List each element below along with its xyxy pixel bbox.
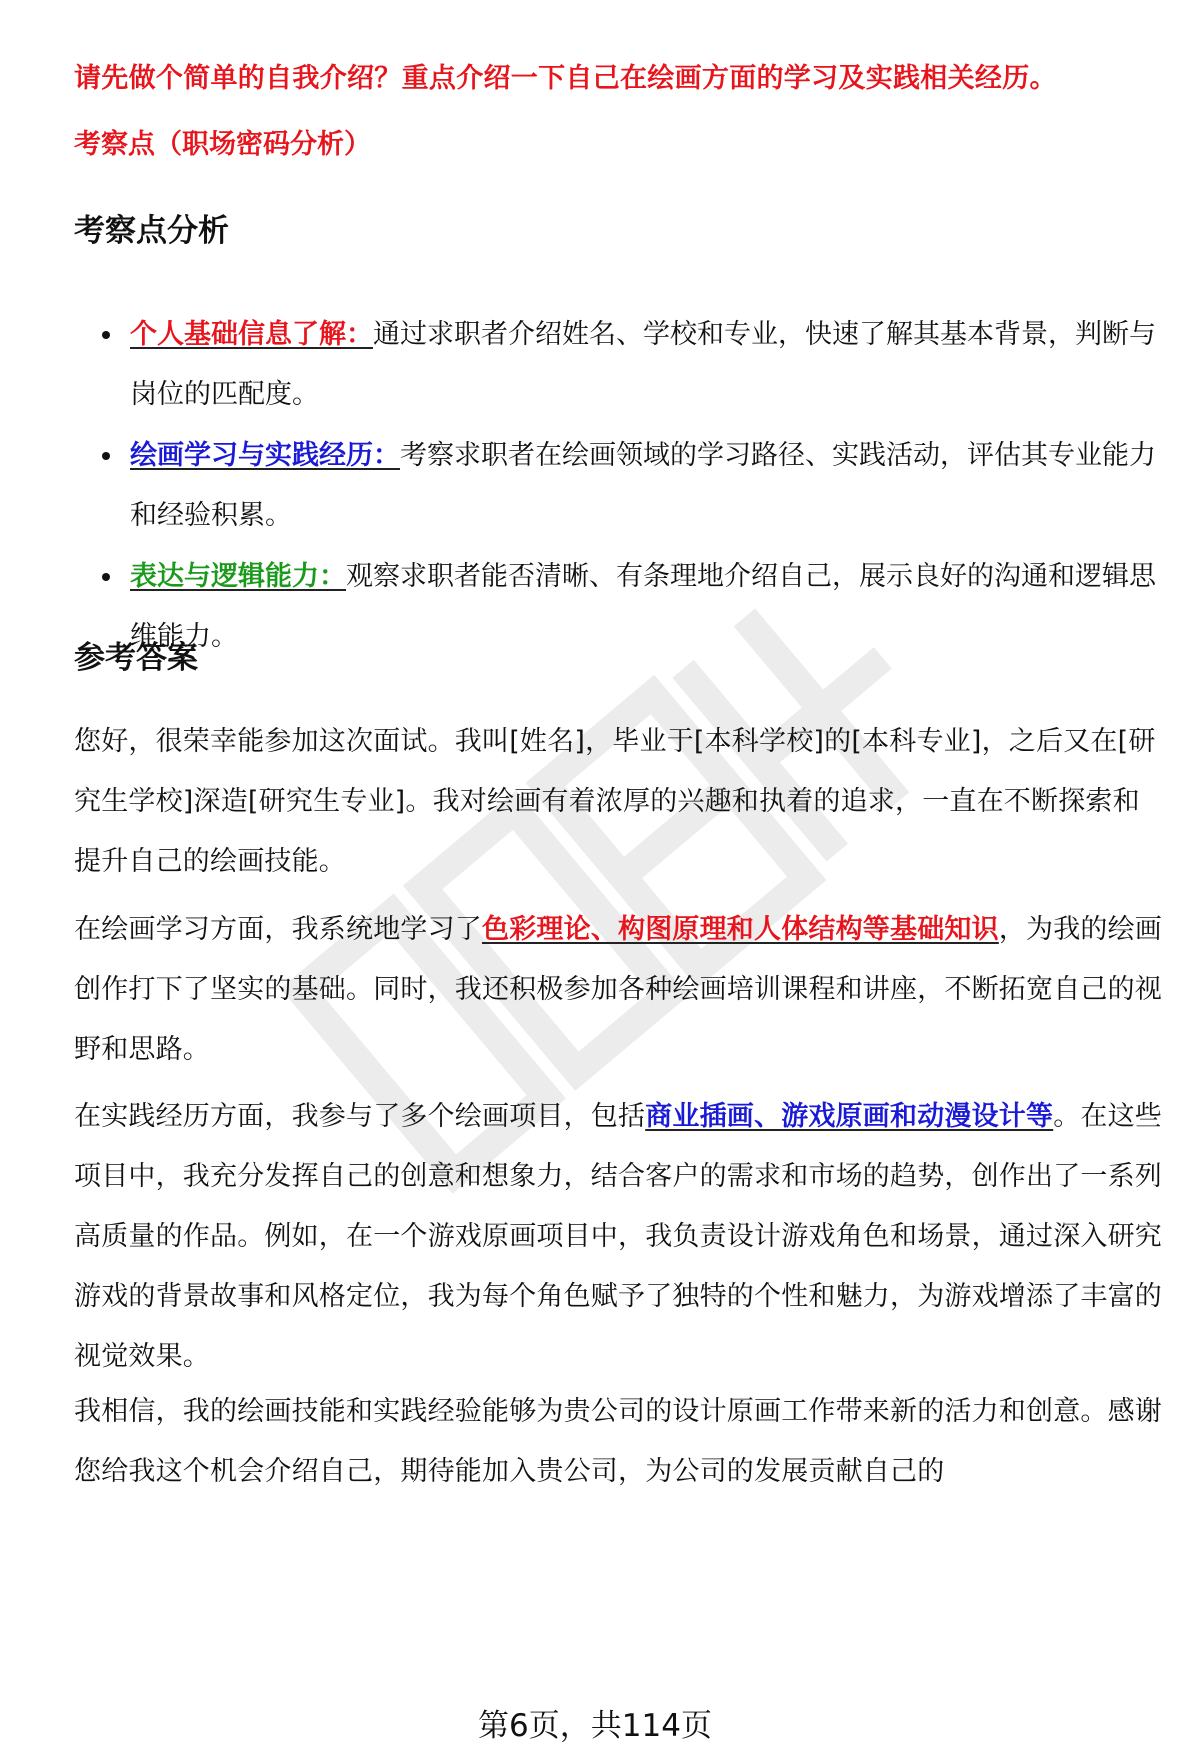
analysis-item [74, 547, 1164, 667]
answer-paragraph-2 [74, 900, 1164, 1080]
bullet-icon [102, 452, 110, 460]
keyword-link[interactable]: 表达与逻辑能力： [130, 561, 346, 592]
analysis-item-text: 考察求职者在绘画领域的学习路径、实践活动，评估其专业能力和经验积累。 [130, 440, 1156, 531]
highlight-link[interactable]: 色彩理论、构图原理和人体结构等基础知识 [482, 914, 999, 945]
answer-paragraph-1: 您好，很荣幸能参加这次面试。我叫[姓名]，毕业于[本科学校]的[本科专业]，之后又在[研究生学校]深造[研究生专业]。我对绘画有着浓厚的兴趣和执着的追求，一直在不断探索和提升自己的绘画技能。 [74, 726, 1156, 877]
question-subtitle: 考察点（职场密码分析） [74, 129, 371, 160]
bullet-icon [102, 331, 110, 339]
analysis-item-text: 通过求职者介绍姓名、学校和专业，快速了解其基本背景，判断与岗位的匹配度。 [130, 319, 1156, 410]
keyword-link[interactable]: 个人基础信息了解： [130, 319, 373, 350]
answer-heading: 参考答案 [74, 640, 198, 676]
paragraph-text: 在实践经历方面，我参与了多个绘画项目，包括 [74, 1101, 646, 1132]
page-indicator: 第6页，共114页 [478, 1708, 712, 1744]
paragraph-text: ，为我的绘画创作打下了坚实的基础。同时，我还积极参加各种绘画培训课程和讲座，不断拓宽自己的视野和思路。 [74, 914, 1163, 1065]
analysis-heading: 考察点分析 [74, 213, 229, 249]
paragraph-text: 。在这些项目中，我充分发挥自己的创意和想象力，结合客户的需求和市场的趋势，创作出了一系列高质量的作品。例如，在一个游戏原画项目中，我负责设计游戏角色和场景，通过深入研究游戏的背景故事和风格定位，我为每个角色赋予了独特的个性和魅力，为游戏增添了丰富的视觉效果。 [74, 1101, 1163, 1372]
bullet-icon [102, 573, 110, 581]
answer-paragraph-4: 我相信，我的绘画技能和实践经验能够为贵公司的设计原画工作带来新的活力和创意。感谢您给我这个机会介绍自己，期待能加入贵公司，为公司的发展贡献自己的 [74, 1396, 1162, 1487]
answer-paragraph-3 [74, 1087, 1164, 1387]
analysis-item [74, 426, 1164, 546]
analysis-item-text: 观察求职者能否清晰、有条理地介绍自己，展示良好的沟通和逻辑思维能力。 [130, 561, 1156, 652]
question-title: 请先做个简单的自我介绍？重点介绍一下自己在绘画方面的学习及实践相关经历。 [74, 63, 1057, 94]
analysis-list [74, 305, 1164, 668]
highlight-link[interactable]: 商业插画、游戏原画和动漫设计等 [645, 1101, 1054, 1132]
analysis-item [74, 305, 1164, 425]
keyword-link[interactable]: 绘画学习与实践经历： [130, 440, 400, 471]
paragraph-text: 在绘画学习方面，我系统地学习了 [74, 914, 482, 945]
